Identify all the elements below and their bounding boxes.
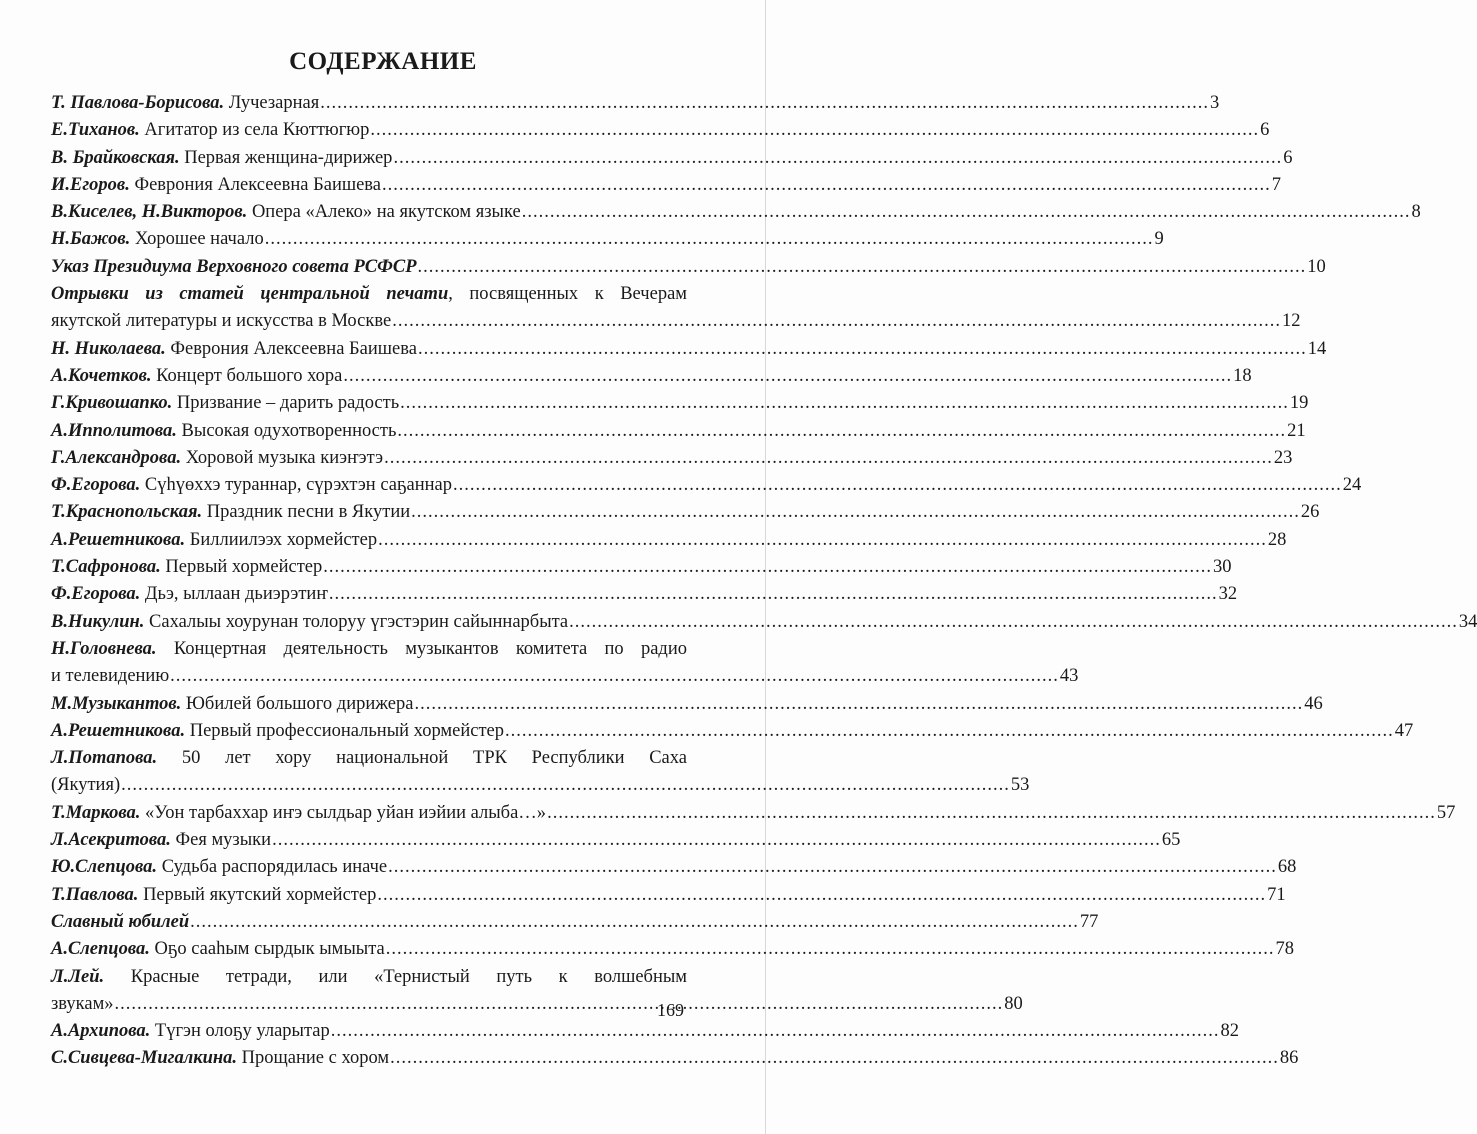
entry-page: 6 xyxy=(1283,147,1293,168)
toc-entry xyxy=(51,90,1220,117)
entry-author: Ф.Егорова. xyxy=(51,584,141,605)
entry-author: Е.Тиханов. xyxy=(51,120,140,141)
entry-page: 77 xyxy=(1079,911,1099,932)
entry-author: Указ Президиума Верховного совета РСФСР xyxy=(51,256,417,277)
entry-title: Первая женщина-дирижер xyxy=(179,147,393,168)
toc-entry xyxy=(51,117,1270,144)
entry-author: А.Ипполитова. xyxy=(51,420,177,441)
entry-title-line2: звукам» xyxy=(51,993,114,1014)
dot-leader xyxy=(265,226,1154,253)
dot-leader xyxy=(386,936,1275,963)
dot-leader xyxy=(320,90,1209,117)
toc-entry xyxy=(51,936,1294,963)
entry-title-line2: (Якутия) xyxy=(51,775,121,796)
entry-page: 53 xyxy=(1010,775,1030,796)
entry-title: Сахалыы хоурунан толоруу үгэстэрин сайыннарбыта xyxy=(144,611,569,632)
dot-leader xyxy=(418,254,1307,281)
toc-entry xyxy=(51,636,1079,691)
dot-leader xyxy=(397,418,1286,445)
entry-author: Т. Павлова-Борисова. xyxy=(51,93,225,113)
entry-title: Высокая одухотворенность xyxy=(176,420,397,441)
entry-title: Первый профессиональный хормейстер xyxy=(185,720,504,741)
toc-entry xyxy=(51,1045,1299,1072)
dot-leader xyxy=(522,199,1411,226)
entry-page: 80 xyxy=(1004,993,1023,1014)
entry-page: 23 xyxy=(1273,447,1293,468)
entry-page: 71 xyxy=(1267,884,1286,905)
entry-page: 12 xyxy=(1281,311,1301,332)
dot-leader xyxy=(393,145,1282,172)
entry-page: 32 xyxy=(1218,584,1238,605)
dot-leader xyxy=(121,772,1010,799)
toc-entry xyxy=(51,1018,1239,1045)
toc-entry xyxy=(51,281,1301,336)
entry-page: 10 xyxy=(1307,256,1326,277)
entry-author: А.Архипова. xyxy=(51,1021,151,1042)
entry-title: Феврония Алексеевна Баишева xyxy=(129,174,382,195)
entry-author: А.Слепцова. xyxy=(51,939,150,960)
entry-page: 18 xyxy=(1233,365,1252,386)
entry-author: Г.Кривошапко. xyxy=(51,393,173,414)
dot-leader xyxy=(323,554,1212,581)
entry-title: Агитатор из села Кюттюгюр xyxy=(139,120,370,141)
toc-entry xyxy=(51,554,1232,581)
toc-entry xyxy=(51,145,1293,172)
table-of-contents xyxy=(51,90,1477,1073)
entry-page: 28 xyxy=(1267,529,1287,550)
entry-title: Призвание – дарить радость xyxy=(172,393,400,414)
entry-page: 65 xyxy=(1161,830,1181,851)
entry-title: Лучезарная xyxy=(224,93,320,113)
entry-title: Первый хормейстер xyxy=(160,557,323,578)
toc-entry xyxy=(51,854,1297,881)
entry-author: Ю.Слепцова. xyxy=(51,857,158,878)
entry-title: Хорошее начало xyxy=(130,229,264,250)
entry-author: В.Никулин. xyxy=(51,611,145,632)
dot-leader xyxy=(370,117,1259,144)
entry-title-line2: якутской литературы и искусства в Москве xyxy=(51,311,392,332)
entry-author: Л.Потапова. xyxy=(51,748,158,769)
dot-leader xyxy=(382,172,1271,199)
entry-page: 21 xyxy=(1287,420,1306,441)
entry-author: С.Сивцева-Мигалкина. xyxy=(51,1048,238,1069)
dot-leader xyxy=(170,663,1059,690)
entry-author: Т.Маркова. xyxy=(51,802,141,823)
toc-entry xyxy=(51,800,1456,827)
entry-author: А.Решетникова. xyxy=(51,529,186,550)
toc-entry xyxy=(51,172,1282,199)
dot-leader xyxy=(388,854,1277,881)
entry-author: Славный юбилей xyxy=(51,911,190,932)
dot-leader xyxy=(453,472,1342,499)
entry-author: Т.Павлова. xyxy=(51,884,139,905)
dot-leader xyxy=(378,527,1267,554)
entry-author: В.Киселев, Н.Викторов. xyxy=(51,202,248,223)
entry-author: А.Кочетков. xyxy=(51,365,152,386)
entry-title: Түгэн олоҕу уларытар xyxy=(150,1021,330,1042)
entry-title: Судьба распорядилась иначе xyxy=(157,857,388,878)
dot-leader xyxy=(343,363,1232,390)
toc-entry xyxy=(51,609,1477,636)
entry-author: Л.Лей. xyxy=(51,966,105,987)
entry-author: И.Егоров. xyxy=(51,174,130,195)
entry-title: Прощание с хором xyxy=(237,1048,390,1069)
toc-entry xyxy=(51,499,1320,526)
entry-page: 14 xyxy=(1307,338,1327,359)
entry-author: Г.Александрова. xyxy=(51,447,182,468)
entry-title: Хоровой музыка киэҥэтэ xyxy=(181,447,384,468)
entry-title: «Уон тарбаххар иҥэ сылдьар уйан иэйии алыба…» xyxy=(140,802,547,823)
entry-title: Сүһүөххэ тураннар, сүрэхтэн саҕаннар xyxy=(140,475,452,496)
entry-title-line1: , посвященных к Вечерам xyxy=(448,284,687,305)
entry-page: 78 xyxy=(1275,939,1294,960)
entry-author: М.Музыкантов. xyxy=(51,693,182,714)
dot-leader xyxy=(115,991,1004,1018)
dot-leader xyxy=(377,882,1266,909)
entry-page: 47 xyxy=(1394,720,1414,741)
entry-author: Отрывки из статей центральной печати xyxy=(51,284,449,305)
toc-entry xyxy=(51,472,1362,499)
toc-entry xyxy=(51,199,1421,226)
entry-title: Феврония Алексеевна Баишева xyxy=(165,338,417,359)
toc-entry xyxy=(51,226,1164,253)
toc-entry xyxy=(51,445,1293,472)
dot-leader xyxy=(505,718,1394,745)
page-title: СОДЕРЖАНИЕ xyxy=(289,48,477,75)
entry-page: 82 xyxy=(1220,1021,1239,1042)
toc-entry xyxy=(51,581,1238,608)
entry-title: Праздник песни в Якутии xyxy=(202,502,411,523)
toc-entry xyxy=(51,964,1023,1019)
dot-leader xyxy=(331,1018,1220,1045)
dot-leader xyxy=(400,390,1289,417)
entry-title: Концерт большого хора xyxy=(151,365,343,386)
entry-page: 3 xyxy=(1209,93,1220,113)
dot-leader xyxy=(384,445,1273,472)
page-number: 169 xyxy=(657,1000,684,1020)
dot-leader xyxy=(569,609,1458,636)
entry-title: Опера «Алеко» на якутском языке xyxy=(247,202,521,223)
dot-leader xyxy=(390,1045,1279,1072)
entry-title: Дьэ, ыллаан дьиэрэтиҥ xyxy=(140,584,328,605)
entry-page: 26 xyxy=(1300,502,1320,523)
dot-leader xyxy=(190,909,1079,936)
toc-entry xyxy=(51,527,1287,554)
entry-title: Юбилей большого дирижера xyxy=(181,693,414,714)
entry-page: 34 xyxy=(1458,611,1477,632)
toc-entry xyxy=(51,691,1323,718)
entry-page: 30 xyxy=(1213,557,1232,578)
entry-title-line2: и телевидению xyxy=(51,666,170,687)
entry-page: 7 xyxy=(1271,174,1282,195)
entry-author: Н. Николаева. xyxy=(51,338,166,359)
entry-page: 9 xyxy=(1154,229,1164,250)
entry-page: 46 xyxy=(1304,693,1323,714)
entry-page: 24 xyxy=(1342,475,1362,496)
entry-title: Оҕо сааһым сырдык ымыыта xyxy=(149,939,385,960)
entry-author: Ф.Егорова. xyxy=(51,475,141,496)
entry-title: Биллиилээх хормейстер xyxy=(185,529,378,550)
entry-author: Т.Краснопольская. xyxy=(51,502,203,523)
entry-author: Л.Асекритова. xyxy=(51,830,171,851)
entry-page: 6 xyxy=(1260,120,1270,141)
entry-title: Первый якутский хормейстер xyxy=(138,884,377,905)
dot-leader xyxy=(414,691,1303,718)
dot-leader xyxy=(411,499,1300,526)
dot-leader xyxy=(547,800,1436,827)
entry-author: Н.Бажов. xyxy=(51,229,131,250)
entry-page: 57 xyxy=(1436,802,1456,823)
dot-leader xyxy=(392,308,1281,335)
entry-author: А.Решетникова. xyxy=(51,720,186,741)
entry-page: 8 xyxy=(1411,202,1421,223)
toc-entry xyxy=(51,363,1252,390)
entry-page: 86 xyxy=(1279,1048,1299,1069)
entry-title-line1: Красные тетради, или «Тернистый путь к волшебным xyxy=(104,966,687,987)
entry-page: 19 xyxy=(1289,393,1309,414)
toc-entry xyxy=(51,882,1286,909)
entry-title-line1: 50 лет хору национальной ТРК Республики Саха xyxy=(157,748,687,769)
toc-entry xyxy=(51,418,1306,445)
entry-page: 43 xyxy=(1059,666,1079,687)
toc-entry xyxy=(51,827,1181,854)
toc-entry xyxy=(51,718,1414,745)
entry-title: Фея музыки xyxy=(170,830,272,851)
dot-leader xyxy=(272,827,1161,854)
entry-author: Т.Сафронова. xyxy=(51,557,161,578)
toc-entry xyxy=(51,390,1309,417)
toc-entry xyxy=(51,336,1327,363)
entry-page: 68 xyxy=(1277,857,1297,878)
entry-author: В. Брайковская. xyxy=(51,147,180,168)
dot-leader xyxy=(329,581,1218,608)
toc-entry xyxy=(51,254,1326,281)
toc-entry xyxy=(51,745,1030,800)
dot-leader xyxy=(418,336,1307,363)
toc-entry xyxy=(51,909,1099,936)
entry-title-line1: Концертная деятельность музыкантов комитета по радио xyxy=(156,638,687,659)
entry-author: Н.Головнева. xyxy=(51,638,157,659)
